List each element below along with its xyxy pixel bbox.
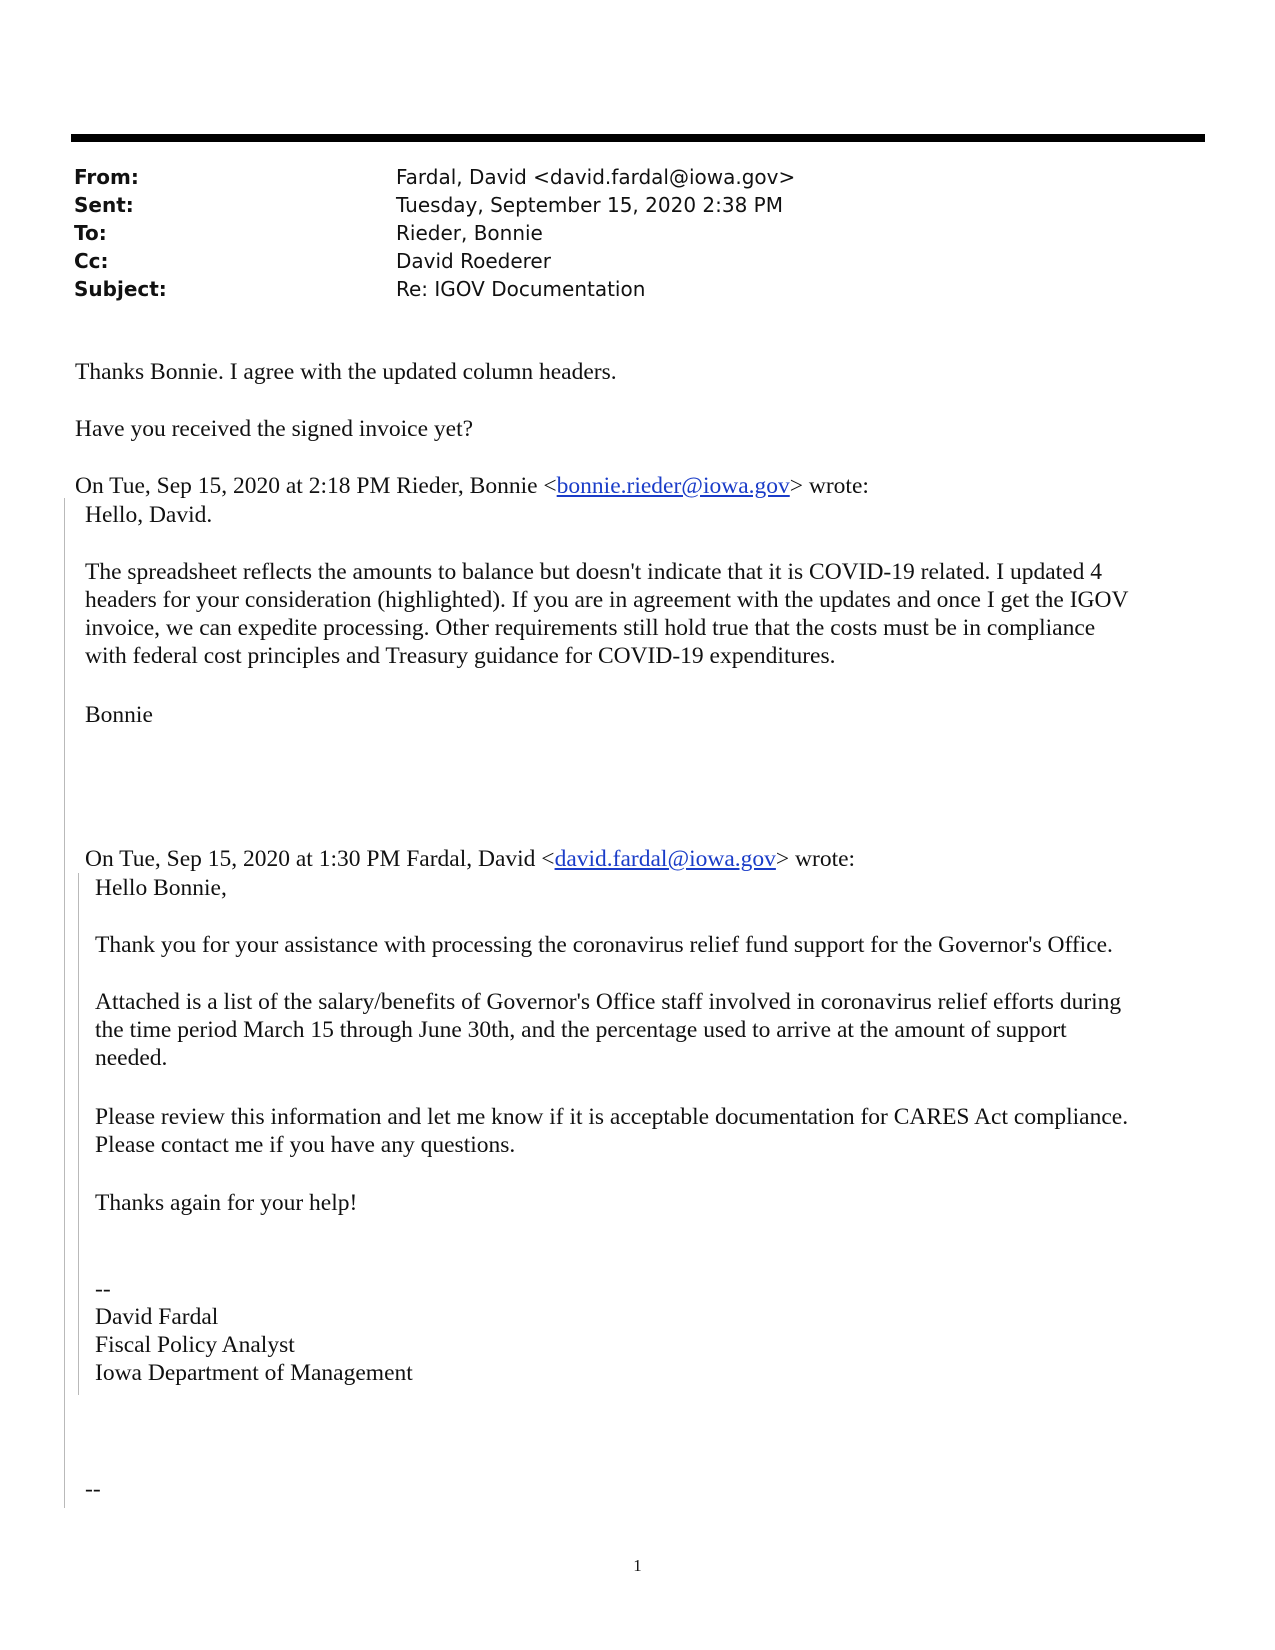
quote2-thanks: Thanks again for your help!: [95, 1190, 358, 1216]
quote1-body-line: with federal cost principles and Treasury guidance for COVID-19 expenditures.: [85, 643, 836, 669]
quote2-para-2: [95, 988, 1121, 1072]
header-rule: [71, 134, 1205, 142]
cc-value: David Roederer: [396, 249, 551, 273]
signature-org: Iowa Department of Management: [95, 1360, 413, 1386]
quote1-bar: [64, 498, 65, 1508]
quote2-para-1: Thank you for your assistance with processing the coronavirus relief fund support for the Governor's Office.: [95, 932, 1113, 958]
quote1-attribution-suffix: > wrote:: [789, 473, 869, 499]
quote2-greeting: Hello Bonnie,: [95, 875, 227, 901]
cc-label: Cc:: [74, 249, 109, 273]
reply-line-2: Have you received the signed invoice yet?: [75, 416, 474, 442]
quote2-bar: [78, 873, 79, 1395]
quote2-attribution-suffix: > wrote:: [775, 846, 856, 872]
quote1-email-link[interactable]: bonnie.rieder@iowa.gov: [556, 473, 790, 499]
quote1-signoff: Bonnie: [85, 702, 153, 728]
signature-block: [95, 1275, 413, 1387]
quote1-body-line: headers for your consideration (highlighted). If you are in agreement with the updates and once I get the IGOV: [85, 587, 1129, 613]
page-number: 1: [633, 1556, 642, 1575]
quote1-body-line: The spreadsheet reflects the amounts to balance but doesn't indicate that it is COVID-19 related. I updated 4: [85, 559, 1103, 585]
quote2-attribution-prefix: On Tue, Sep 15, 2020 at 1:30 PM Fardal, David <: [85, 846, 555, 872]
quote1-attribution-prefix: On Tue, Sep 15, 2020 at 2:18 PM Rieder, Bonnie <: [75, 473, 557, 499]
to-value: Rieder, Bonnie: [396, 221, 543, 245]
from-value: Fardal, David <david.fardal@iowa.gov>: [396, 165, 796, 189]
subject-value: Re: IGOV Documentation: [396, 277, 646, 301]
reply-line-1: Thanks Bonnie. I agree with the updated column headers.: [75, 359, 617, 385]
to-label: To:: [74, 221, 107, 245]
from-label: From:: [74, 165, 139, 189]
quote1-body: [85, 558, 1128, 670]
quote2-para-3: [95, 1103, 1128, 1159]
quote2-email-link[interactable]: david.fardal@iowa.gov: [554, 846, 776, 872]
quote2-para-3-line: Please contact me if you have any questions.: [95, 1132, 516, 1158]
quote2-para-2-line: the time period March 15 through June 30th, and the percentage used to arrive at the amount of support: [95, 1017, 1067, 1043]
quote2-attribution: [85, 845, 855, 873]
sent-value: Tuesday, September 15, 2020 2:38 PM: [396, 193, 783, 217]
quote1-greeting: Hello, David.: [85, 502, 213, 528]
signature-title: Fiscal Policy Analyst: [95, 1332, 295, 1358]
sent-label: Sent:: [74, 193, 134, 217]
quote2-para-3-line: Please review this information and let me know if it is acceptable documentation for CARES Act compliance.: [95, 1104, 1129, 1130]
quote1-body-line: invoice, we can expedite processing. Other requirements still hold true that the costs must be in compliance: [85, 615, 1096, 641]
signature-name: David Fardal: [95, 1304, 219, 1330]
quote1-attribution: [75, 472, 869, 500]
quote2-para-2-line: Attached is a list of the salary/benefits of Governor's Office staff involved in coronavirus relief efforts during: [95, 989, 1122, 1015]
quote2-para-2-line: needed.: [95, 1045, 168, 1071]
quote1-trailing-dash: --: [85, 1476, 101, 1502]
signature-dash: --: [95, 1276, 111, 1302]
subject-label: Subject:: [74, 277, 167, 301]
